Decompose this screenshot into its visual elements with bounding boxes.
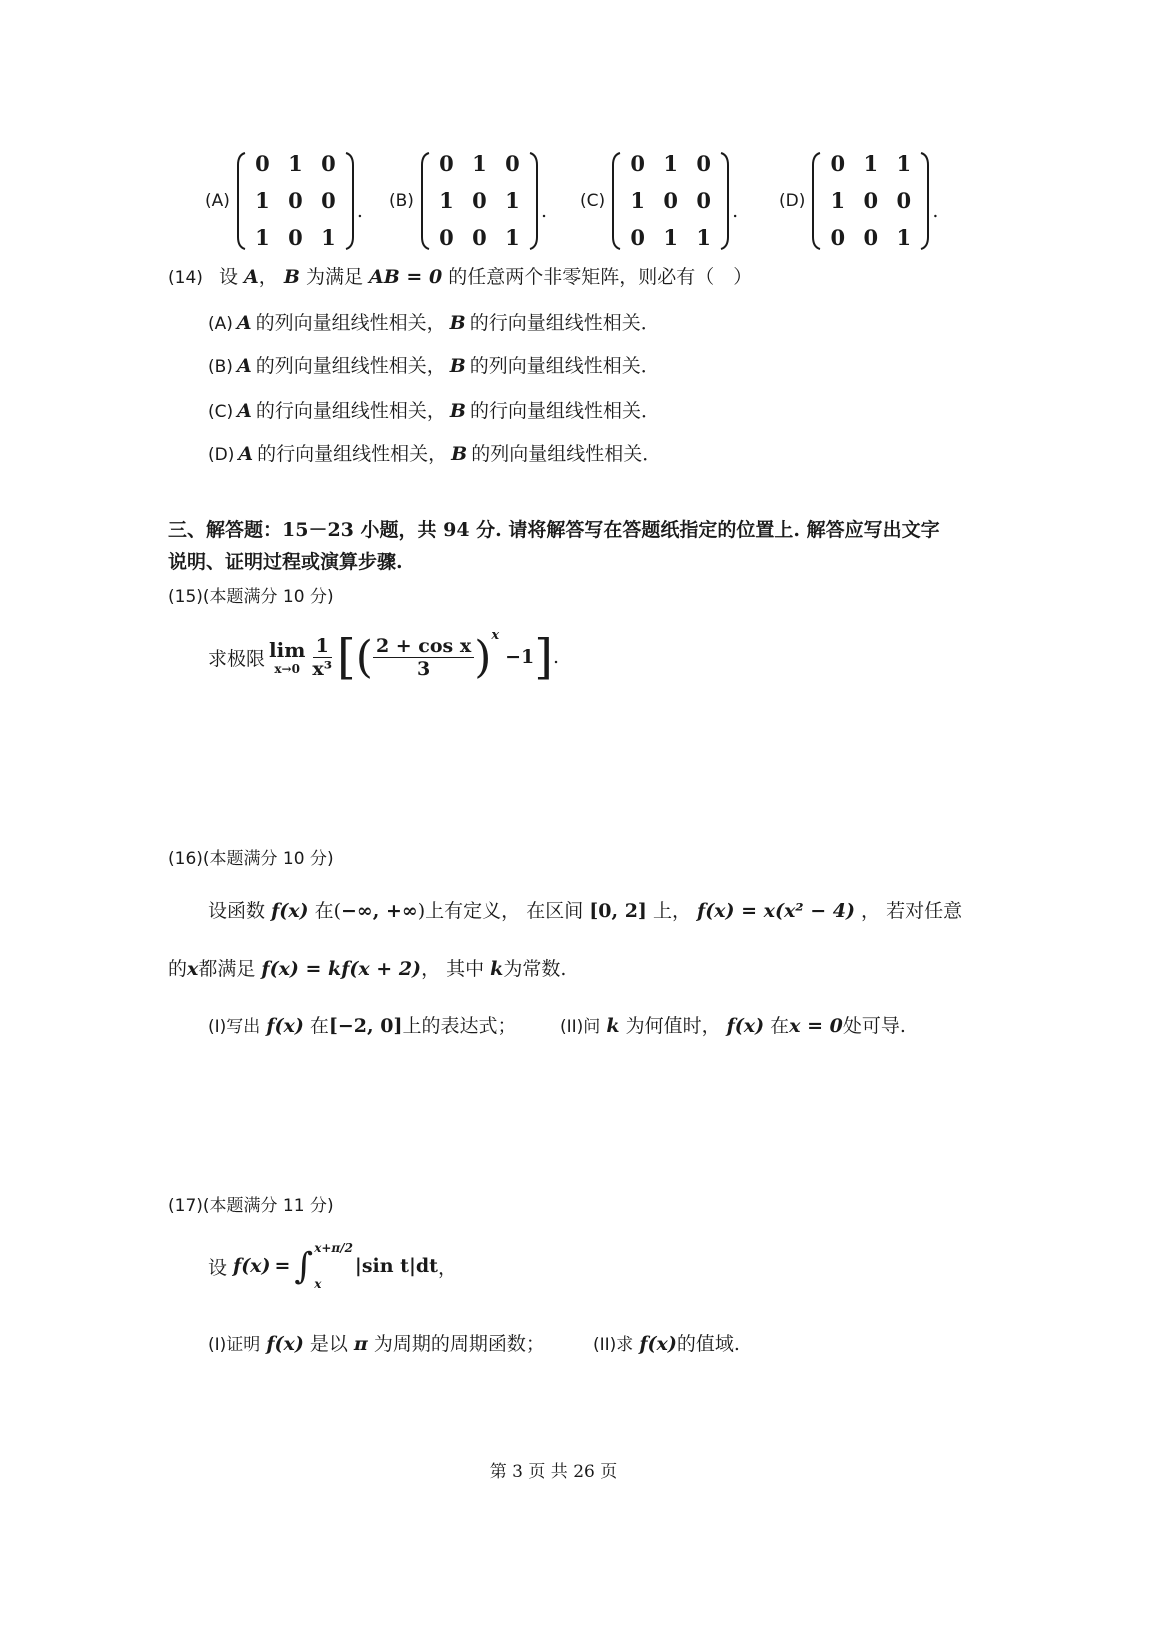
matrix-entry: 0 xyxy=(630,225,645,250)
q17-prefix: 设 xyxy=(208,1256,228,1279)
q15-inner-num: 2 + cos x xyxy=(373,635,474,658)
q14-option-A: A xyxy=(236,312,252,334)
q16-p2-fx: f(x) xyxy=(726,1015,765,1037)
q17-integrand: |sin t|dt xyxy=(354,1255,438,1277)
q17-end: ， xyxy=(437,1256,457,1279)
matrix-entry: 1 xyxy=(472,151,487,176)
q14-option-label: (C) xyxy=(208,402,234,422)
matrix-entry: 0 xyxy=(472,188,487,213)
q15-lparen: ( xyxy=(355,631,373,683)
q14-option xyxy=(208,439,661,466)
matrix-entry: 0 xyxy=(439,151,454,176)
matrix-entry: 1 xyxy=(863,151,879,176)
q14-option-b-text: 的行向量组线性相关． xyxy=(469,312,660,334)
matrix-entry: 1 xyxy=(505,225,520,250)
q14-option-A: A xyxy=(238,443,254,465)
q14-option-label: (B) xyxy=(208,357,233,377)
matrix-entries xyxy=(821,145,920,256)
matrix-entry: 0 xyxy=(663,188,678,213)
matrix-entry: 1 xyxy=(896,151,912,176)
q15-lim-sub: x→0 xyxy=(274,662,300,676)
q14-option-label: (A) xyxy=(208,314,233,334)
matrix-option-label: (A) xyxy=(205,190,230,211)
q16-l1c: )上有定义， 在区间 xyxy=(417,900,584,922)
right-paren xyxy=(920,151,930,251)
q15-frac xyxy=(309,635,335,680)
q15-minus-one: −1 xyxy=(505,646,535,668)
q16-p2b: 为何值时， xyxy=(625,1015,721,1037)
q16-k: k xyxy=(490,958,504,980)
q15-end: . xyxy=(553,646,560,668)
q14-option-b-text: 的行向量组线性相关． xyxy=(469,400,660,422)
q14-pre: 设 xyxy=(218,266,238,288)
matrix-option xyxy=(205,145,363,256)
q14-option-B: B xyxy=(449,400,466,422)
matrix-period: . xyxy=(932,200,939,222)
matrix-entry: 1 xyxy=(663,225,678,250)
q15-frac-num: 1 xyxy=(313,635,332,658)
matrix-entry: 0 xyxy=(321,151,336,176)
q14-post: 的任意两个非零矩阵，则必有（ ） xyxy=(448,266,753,288)
q17-p1b: 是以 xyxy=(309,1333,348,1355)
left-paren xyxy=(811,151,821,251)
matrix-option xyxy=(580,145,738,256)
matrix-entry: 0 xyxy=(255,151,270,176)
matrix-entry: 1 xyxy=(663,151,678,176)
q15-formula xyxy=(208,622,559,692)
q17-lower: x xyxy=(314,1277,322,1291)
q17-p2-fx: f(x) xyxy=(639,1333,677,1355)
q17-formula xyxy=(208,1238,457,1294)
matrix-period: . xyxy=(732,200,739,222)
q16-p1c: 上的表达式； xyxy=(402,1015,517,1037)
q16-interval: [0, 2] xyxy=(589,900,647,922)
right-paren xyxy=(345,151,355,251)
matrix-option xyxy=(389,145,547,256)
q14-option-a-text: 的列向量组线性相关， xyxy=(255,355,446,377)
q17-eq: = xyxy=(274,1255,291,1277)
q17-part2 xyxy=(593,1329,740,1356)
q15-rbracket: ] xyxy=(534,629,554,685)
q17-integral-sign: ∫ xyxy=(294,1245,314,1287)
matrix-entry: 1 xyxy=(255,225,270,250)
matrix-entry: 0 xyxy=(896,188,912,213)
left-paren xyxy=(236,151,246,251)
q16-part1 xyxy=(208,1011,516,1038)
q16-p2-k: k xyxy=(606,1015,620,1037)
matrix-entry: 0 xyxy=(505,151,520,176)
q15-lim xyxy=(269,638,305,676)
q15-inner-den: 3 xyxy=(416,657,431,680)
q16-p1-int: [−2, 0] xyxy=(328,1015,403,1037)
q16-p2c: 在 xyxy=(770,1015,790,1037)
q14-cond: AB = 0 xyxy=(369,266,443,288)
q16-fx: f(x) xyxy=(271,900,309,922)
matrix-entry: 1 xyxy=(630,188,645,213)
matrix-period: . xyxy=(356,200,363,222)
q16-p1a: (I)写出 xyxy=(208,1017,261,1037)
matrix-entry: 1 xyxy=(896,225,912,250)
q16-def: f(x) = x(x² − 4) xyxy=(697,900,855,922)
matrix-entry: 1 xyxy=(830,188,846,213)
matrix-entry: 0 xyxy=(439,225,454,250)
q17-upper: x+π/2 xyxy=(314,1241,353,1255)
matrix-entry: 0 xyxy=(863,188,879,213)
matrix-period: . xyxy=(540,200,547,222)
q14-option-a-text: 的行向量组线性相关， xyxy=(255,400,446,422)
q15-header: (15)(本题满分 10 分) xyxy=(168,587,334,607)
q16-p2d: 处可导. xyxy=(842,1015,906,1037)
q16-l1a: 设函数 xyxy=(208,900,266,922)
matrix-entry: 0 xyxy=(696,188,711,213)
q14-option-a-text: 的列向量组线性相关， xyxy=(255,312,446,334)
matrix-entry: 1 xyxy=(255,188,270,213)
q17-p1-fx: f(x) xyxy=(266,1333,304,1355)
section3-line1: 三、解答题：15－23 小题，共 94 分. 请将解答写在答题纸指定的位置上. 解答应写出文字 xyxy=(168,519,940,541)
matrix-entry: 0 xyxy=(863,225,879,250)
q14-option-B: B xyxy=(451,443,468,465)
q14-option xyxy=(208,308,660,335)
page-footer: 第 3 页 共 26 页 xyxy=(489,1462,618,1482)
left-paren xyxy=(420,151,430,251)
matrix-entries xyxy=(430,145,529,256)
q16-header: (16)(本题满分 10 分) xyxy=(168,849,334,869)
q14-option-a-text: 的行向量组线性相关， xyxy=(257,443,448,465)
q14-option-label: (D) xyxy=(208,445,235,465)
q14-option-b-text: 的列向量组线性相关． xyxy=(471,443,662,465)
matrix-entry: 0 xyxy=(288,225,303,250)
matrix-entry: 0 xyxy=(472,225,487,250)
q17-limits xyxy=(314,1241,353,1291)
q16-part2 xyxy=(560,1011,906,1038)
matrix-entry: 1 xyxy=(439,188,454,213)
matrix-entry: 0 xyxy=(830,151,846,176)
left-paren xyxy=(611,151,621,251)
q16-line2 xyxy=(168,954,566,981)
q15-lim-text: lim xyxy=(269,638,306,662)
matrix-entry: 0 xyxy=(288,188,303,213)
matrix-option-label: (C) xyxy=(580,190,606,211)
q16-interval-all: −∞, +∞ xyxy=(341,900,418,922)
matrix-entry: 0 xyxy=(830,225,846,250)
q15-inner-frac xyxy=(373,635,474,680)
q16-x: x xyxy=(187,958,199,980)
q16-p2a: (II)问 xyxy=(560,1017,601,1037)
right-paren xyxy=(529,151,539,251)
section3-line2: 说明、证明过程或演算步骤. xyxy=(168,551,403,573)
q14-A: A xyxy=(244,266,259,288)
matrix-option-label: (D) xyxy=(779,190,806,211)
q14-option xyxy=(208,351,660,378)
q14-option xyxy=(208,396,660,423)
q16-l1d: 上， xyxy=(652,900,691,922)
q15-frac-den: x³ xyxy=(312,657,333,680)
matrix-entry: 1 xyxy=(696,225,711,250)
matrix-entries xyxy=(246,145,345,256)
q17-pi: π xyxy=(353,1333,368,1355)
matrix-entry: 1 xyxy=(505,188,520,213)
matrix-entry: 1 xyxy=(321,225,336,250)
q16-l2a: 的 xyxy=(168,958,188,980)
q14-mid: 为满足 xyxy=(305,266,363,288)
q17-p1c: 为周期的周期函数； xyxy=(373,1333,545,1355)
q16-l2d: 为常数. xyxy=(503,958,567,980)
q14-option-A: A xyxy=(237,400,252,422)
matrix-entry: 0 xyxy=(696,151,711,176)
q16-line1 xyxy=(208,896,962,923)
q16-rel: f(x) = kf(x + 2) xyxy=(261,958,422,980)
q14-option-b-text: 的列向量组线性相关． xyxy=(469,355,660,377)
q17-fx: f(x) xyxy=(233,1255,271,1277)
q15-exp: x xyxy=(491,628,500,643)
matrix-option-label: (B) xyxy=(389,190,414,211)
q17-p2a: (II)求 xyxy=(593,1335,634,1355)
matrix-entry: 0 xyxy=(630,151,645,176)
q16-p1b: 在 xyxy=(309,1015,329,1037)
q17-p1a: (I)证明 xyxy=(208,1335,261,1355)
matrix-entry: 0 xyxy=(321,188,336,213)
matrix-entries xyxy=(621,145,720,256)
q14-option-A: A xyxy=(236,355,252,377)
right-paren xyxy=(720,151,730,251)
q15-rparen: ) xyxy=(474,631,492,683)
matrix-option xyxy=(779,145,938,256)
q14-option-B: B xyxy=(449,312,466,334)
q16-p2-pt: x = 0 xyxy=(789,1015,843,1037)
q17-header: (17)(本题满分 11 分) xyxy=(168,1196,334,1216)
q14-option-B: B xyxy=(449,355,466,377)
q15-lbracket: [ xyxy=(337,629,356,685)
q14-comma: ， xyxy=(258,266,278,288)
matrix-entry: 1 xyxy=(288,151,303,176)
q16-l1b: 在( xyxy=(314,900,342,922)
q14-B: B xyxy=(283,266,300,288)
q17-p2b: 的值域. xyxy=(676,1333,740,1355)
q14-number: (14) xyxy=(168,268,203,288)
q15-prefix: 求极限 xyxy=(208,647,266,670)
q16-p1-fx: f(x) xyxy=(266,1015,304,1037)
q16-l2b: 都满足 xyxy=(198,958,256,980)
q16-l2c: ， 其中 xyxy=(421,958,485,980)
q17-part1 xyxy=(208,1329,545,1356)
q16-l1e: ， 若对任意 xyxy=(861,900,963,922)
q14-stem xyxy=(168,262,752,289)
